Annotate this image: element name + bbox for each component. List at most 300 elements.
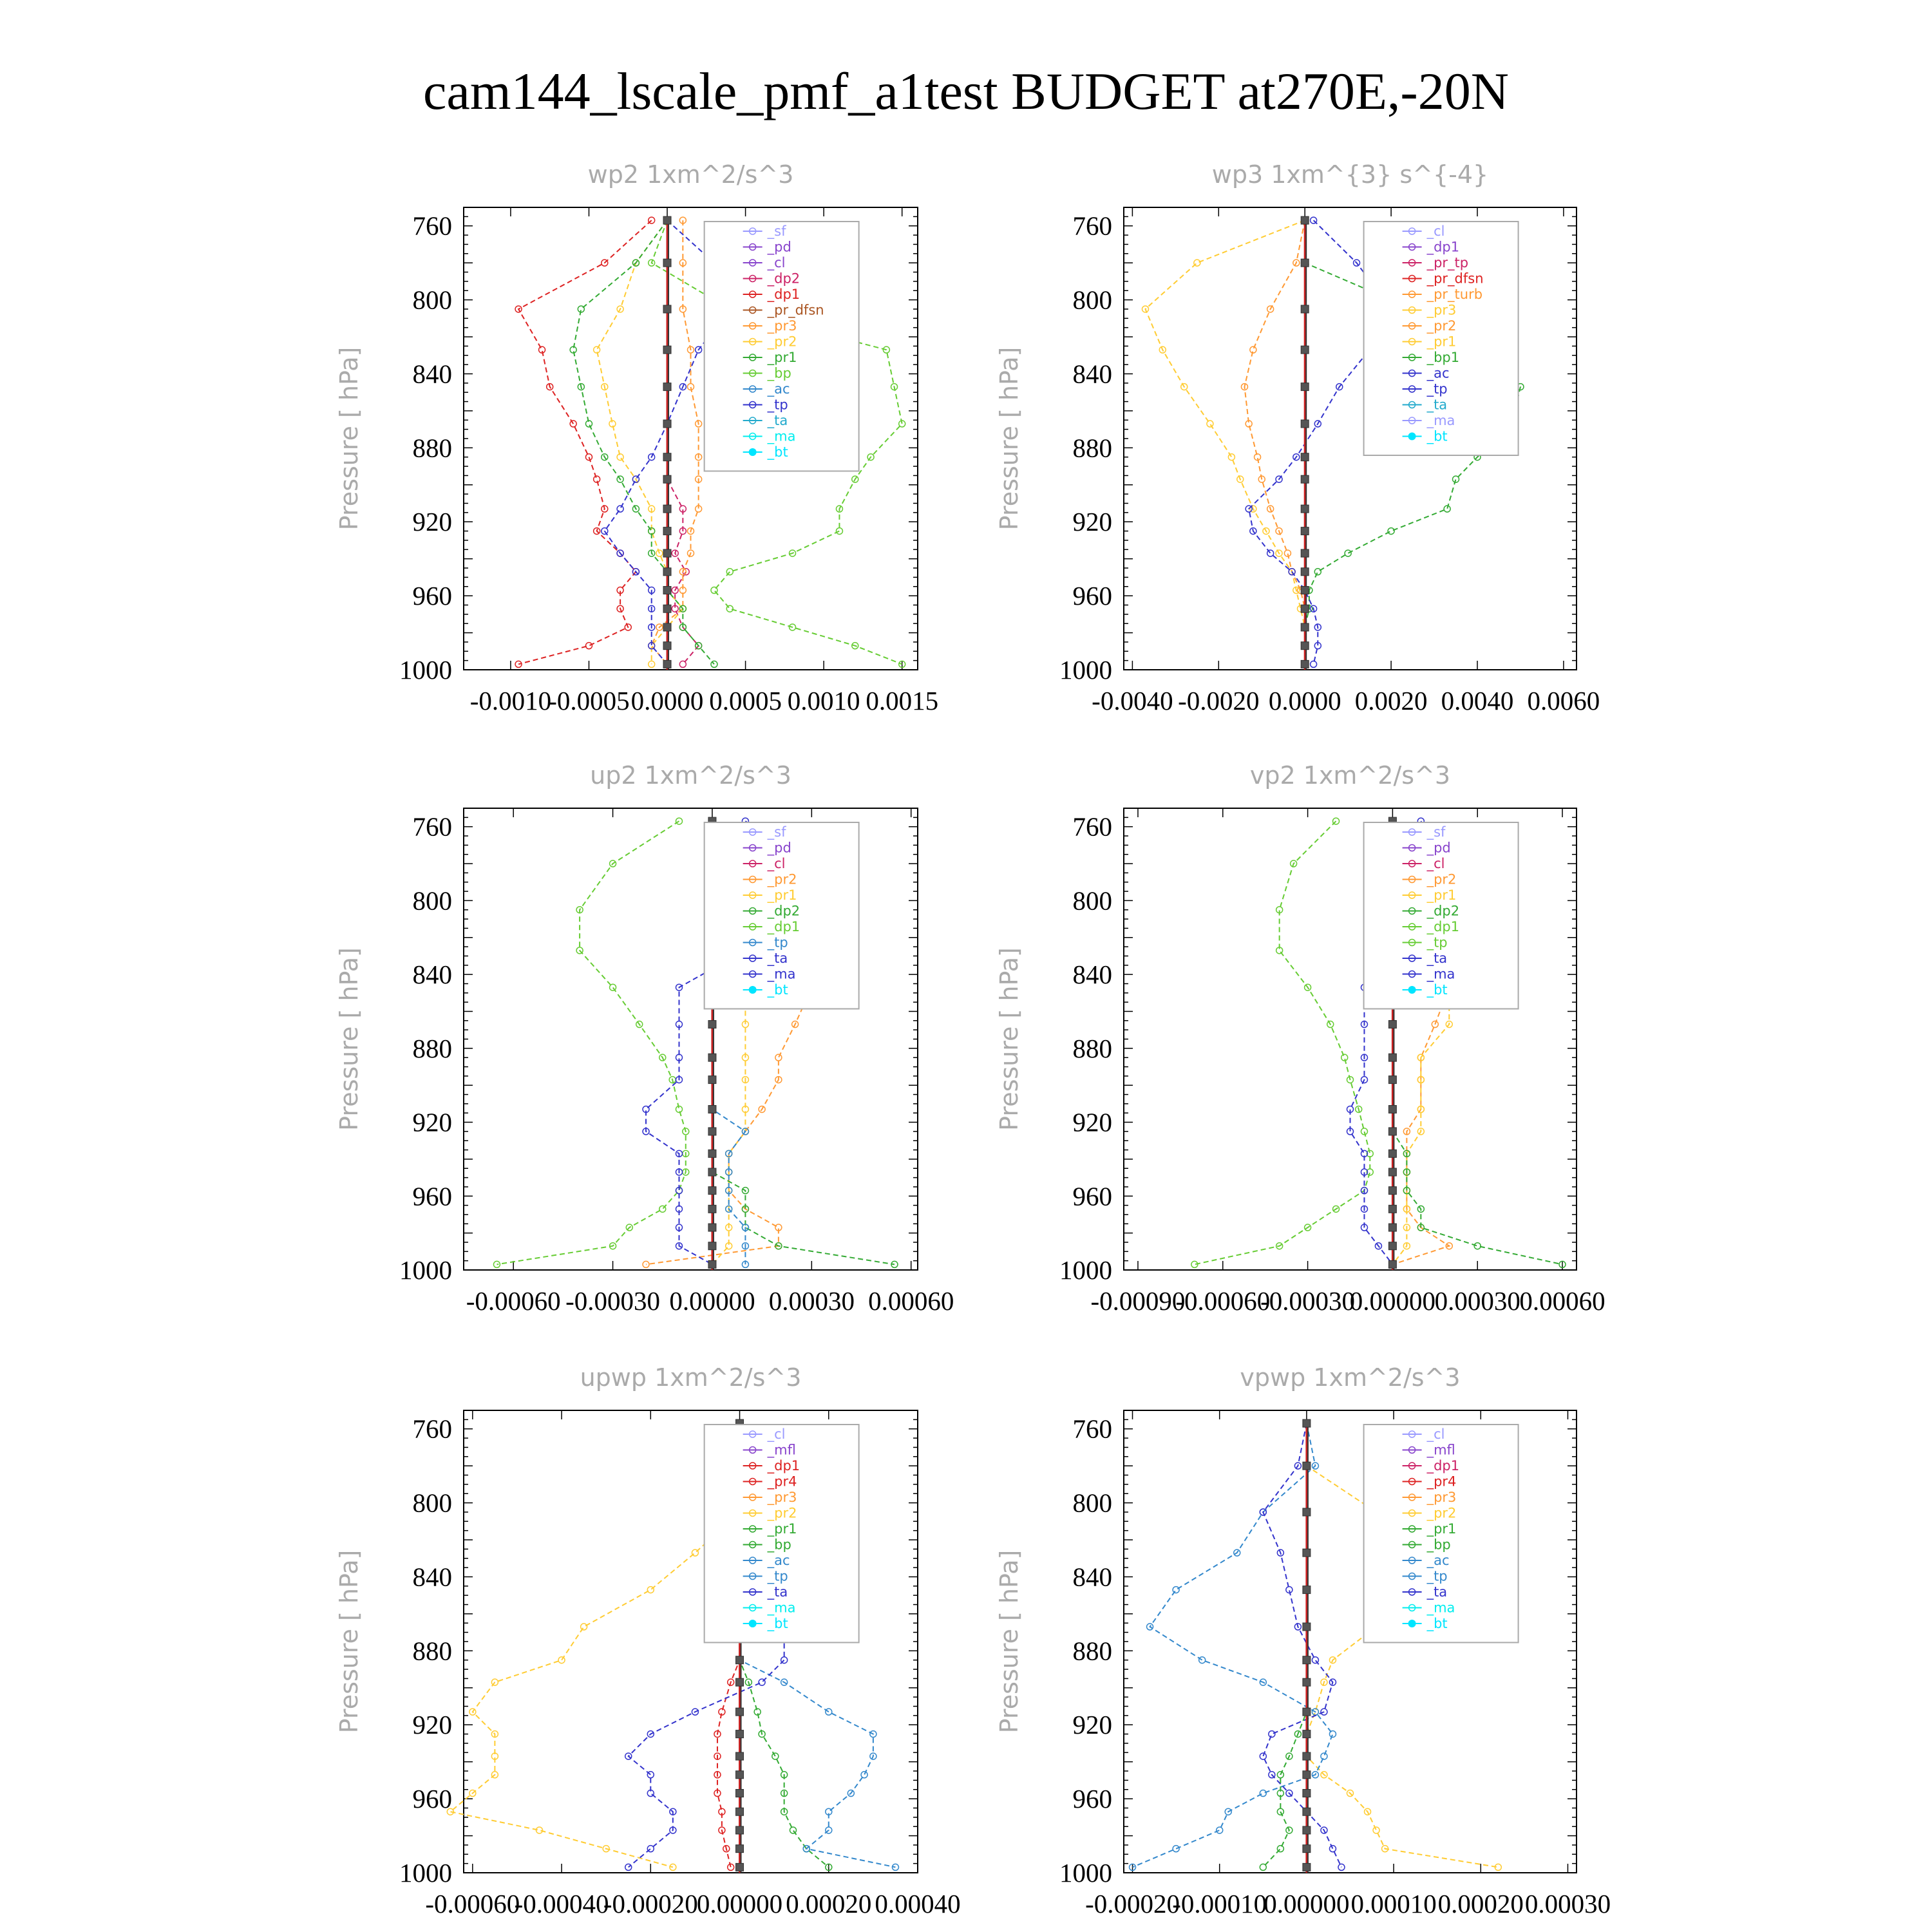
series-line-_dp1: [518, 220, 652, 664]
legend-label: _pr_dfsn: [1426, 270, 1484, 287]
stacked-marker: [663, 587, 671, 594]
y-tick-label: 960: [412, 581, 452, 611]
y-tick-label: 960: [412, 1784, 452, 1814]
legend-label: _ma: [767, 1600, 796, 1616]
legend-label: _ta: [1426, 397, 1448, 413]
legend-label: _tp: [1426, 934, 1448, 951]
legend-label: _sf: [767, 824, 786, 840]
legend-marker: [749, 448, 757, 456]
series-line-_dp1: [497, 821, 685, 1264]
data-point: [790, 1827, 796, 1833]
x-tick-label: 0.0015: [866, 686, 939, 715]
legend-label: _bt: [767, 1616, 788, 1631]
legend-label: _cl: [1426, 223, 1445, 239]
x-tick-label: -0.0010: [469, 686, 552, 715]
y-tick-label: 840: [412, 1562, 452, 1592]
legend-label: _dp1: [767, 287, 800, 302]
legend-label: _pr2: [1426, 1505, 1457, 1521]
data-point: [781, 1657, 788, 1663]
data-point: [692, 1549, 698, 1556]
data-point: [1329, 1731, 1336, 1738]
data-point: [1260, 1790, 1266, 1797]
panel-vp2: [995, 761, 1605, 1316]
y-tick-label: 960: [1072, 1784, 1112, 1814]
legend-label: _dp1: [1426, 239, 1460, 255]
x-tick-label: -0.00060: [425, 1889, 520, 1918]
stacked-marker: [708, 1224, 716, 1231]
legend-label: _mfl: [767, 1442, 796, 1458]
stacked-marker: [1303, 1845, 1311, 1853]
legend-label: _ta: [1426, 951, 1448, 966]
legend-label: _ac: [1426, 1553, 1450, 1568]
x-tick-label: -0.00020: [603, 1889, 698, 1918]
stacked-marker: [1301, 605, 1309, 612]
stacked-marker: [736, 1845, 744, 1853]
y-tick-label: 760: [1072, 811, 1112, 842]
data-point: [647, 1772, 654, 1778]
data-point: [610, 984, 616, 990]
legend-label: _bp: [767, 365, 791, 381]
data-point: [772, 1753, 779, 1759]
stacked-marker: [1303, 1826, 1311, 1834]
legend-label: _ta: [767, 951, 788, 966]
y-tick-label: 800: [412, 285, 452, 315]
stacked-marker: [1388, 1168, 1396, 1176]
data-point: [726, 569, 733, 575]
legend-label: _pr2: [1426, 871, 1457, 887]
stacked-marker: [1301, 568, 1309, 576]
series-line-_pr2: [1244, 220, 1305, 664]
series-line-_tp: [1133, 1423, 1333, 1867]
stacked-marker: [1388, 1224, 1396, 1231]
legend-label: _bt: [767, 444, 788, 460]
legend-label: _tp: [767, 397, 788, 413]
stacked-marker: [1301, 475, 1309, 483]
x-tick-label: -0.00090: [1090, 1286, 1186, 1316]
legend-label: _cl: [767, 1426, 786, 1442]
stacked-marker: [1388, 1105, 1396, 1113]
stacked-marker: [1303, 1623, 1311, 1631]
y-axis-label: Pressure [ hPa]: [335, 346, 363, 531]
legend-label: _pr2: [767, 334, 797, 350]
y-tick-label: 1000: [1059, 1255, 1112, 1285]
legend-label: _pr4: [767, 1473, 797, 1490]
legend-label: _pr1: [767, 350, 797, 365]
stacked-marker: [736, 1863, 744, 1871]
legend-label: _pr1: [1426, 1521, 1457, 1537]
stacked-marker: [1301, 549, 1309, 557]
data-point: [1388, 528, 1394, 535]
data-point: [711, 587, 717, 594]
x-tick-label: 0.00020: [1437, 1889, 1524, 1918]
stacked-marker: [1303, 1419, 1311, 1427]
stacked-marker: [708, 1260, 716, 1268]
legend-label: _pr3: [1426, 302, 1457, 318]
y-tick-label: 760: [1072, 211, 1112, 241]
data-point: [1260, 1864, 1266, 1870]
stacked-marker: [1388, 1187, 1396, 1195]
y-tick-label: 800: [412, 886, 452, 916]
y-tick-label: 800: [1072, 285, 1112, 315]
legend-label: _dp1: [767, 919, 800, 934]
data-point: [585, 454, 592, 460]
y-tick-label: 1000: [399, 1255, 452, 1285]
stacked-marker: [1301, 383, 1309, 391]
x-tick-label: -0.00020: [1085, 1889, 1180, 1918]
x-tick-label: 0.00000: [669, 1286, 755, 1316]
legend-label: _bt: [1426, 1616, 1448, 1631]
y-axis-label: Pressure [ hPa]: [335, 947, 363, 1131]
series-line-_dp1: [1195, 821, 1370, 1264]
stacked-marker: [663, 642, 671, 650]
stacked-marker: [1301, 420, 1309, 428]
data-point: [1373, 1827, 1379, 1833]
y-tick-label: 760: [412, 1414, 452, 1444]
stacked-marker: [1303, 1730, 1311, 1738]
y-tick-label: 880: [1072, 1636, 1112, 1666]
legend-label: _ta: [767, 413, 788, 428]
legend-label: _bt: [1426, 428, 1448, 444]
series-line-_ta: [1263, 1423, 1341, 1867]
data-point: [1228, 454, 1235, 460]
legend-label: _dp1: [1426, 919, 1460, 934]
legend-label: _ma: [767, 966, 796, 982]
stacked-marker: [708, 1187, 716, 1195]
y-tick-label: 1000: [399, 1858, 452, 1888]
legend-label: _pr1: [1426, 887, 1457, 903]
y-axis-label: Pressure [ hPa]: [995, 1549, 1023, 1734]
stacked-marker: [1388, 1242, 1396, 1250]
legend-label: _ta: [1426, 1584, 1448, 1600]
legend-marker: [1408, 1620, 1416, 1627]
stacked-marker: [708, 1105, 716, 1113]
data-point: [1207, 421, 1213, 427]
y-tick-label: 840: [1072, 1562, 1112, 1592]
legend-label: _pr_turb: [1426, 287, 1483, 302]
y-tick-label: 960: [1072, 581, 1112, 611]
y-tick-label: 1000: [1059, 655, 1112, 685]
data-point: [1194, 260, 1200, 266]
data-point: [1217, 1827, 1223, 1833]
legend-label: _dp1: [767, 1458, 800, 1473]
stacked-marker: [1301, 216, 1309, 224]
stacked-marker: [663, 216, 671, 224]
stacked-marker: [708, 1054, 716, 1061]
data-point: [1173, 1846, 1179, 1852]
y-axis-label: Pressure [ hPa]: [995, 346, 1023, 531]
legend-label: _pr3: [1426, 1490, 1457, 1505]
y-tick-label: 920: [1072, 1107, 1112, 1137]
stacked-marker: [1303, 1678, 1311, 1686]
legend-label: _bp1: [1426, 350, 1460, 365]
data-point: [1269, 1731, 1275, 1738]
data-point: [659, 1206, 666, 1212]
x-tick-label: -0.00060: [466, 1286, 561, 1316]
stacked-marker: [1388, 1150, 1396, 1157]
data-point: [1312, 1657, 1318, 1663]
data-point: [1277, 1846, 1283, 1852]
x-tick-label: -0.0020: [1178, 686, 1260, 715]
stacked-marker: [736, 1678, 744, 1686]
y-tick-label: 760: [412, 211, 452, 241]
legend-label: _dp2: [767, 270, 800, 287]
legend-label: _pr2: [767, 1505, 797, 1521]
y-tick-label: 920: [1072, 507, 1112, 537]
stacked-marker: [663, 549, 671, 557]
stacked-marker: [1303, 1863, 1311, 1871]
stacked-marker: [1301, 623, 1309, 631]
legend-label: _pr2: [767, 871, 797, 887]
stacked-marker: [708, 1021, 716, 1028]
panel-title: wp2 1xm^2/s^3: [587, 160, 794, 189]
x-tick-label: 0.0020: [1354, 686, 1428, 715]
x-tick-label: -0.00030: [1260, 1286, 1356, 1316]
y-tick-label: 800: [1072, 1488, 1112, 1518]
y-tick-label: 920: [412, 507, 452, 537]
stacked-marker: [663, 383, 671, 391]
data-point: [679, 661, 686, 667]
y-tick-label: 760: [412, 811, 452, 842]
legend-label: _ma: [1426, 1600, 1455, 1616]
legend-label: _tp: [1426, 1568, 1448, 1584]
y-tick-label: 880: [1072, 433, 1112, 463]
panel-vpwp: [995, 1363, 1611, 1918]
stacked-marker: [663, 605, 671, 612]
stacked-marker: [1301, 505, 1309, 513]
data-point: [558, 1657, 565, 1663]
stacked-marker: [1303, 1586, 1311, 1594]
legend-label: _bt: [1426, 982, 1448, 998]
x-tick-label: 0.00030: [1524, 1889, 1611, 1918]
data-point: [647, 1846, 654, 1852]
data-point: [1173, 1587, 1179, 1593]
stacked-marker: [736, 1730, 744, 1738]
stacked-marker: [1303, 1790, 1311, 1797]
legend-label: _pr3: [767, 1490, 797, 1505]
x-tick-label: 0.0010: [787, 686, 860, 715]
legend-label: _pd: [1426, 840, 1451, 856]
x-tick-label: -0.00060: [1175, 1286, 1271, 1316]
legend-label: _cl: [1426, 856, 1445, 871]
y-tick-label: 800: [1072, 886, 1112, 916]
stacked-marker: [708, 1128, 716, 1135]
stacked-marker: [1388, 1260, 1396, 1268]
stacked-marker: [736, 1708, 744, 1716]
x-tick-label: 0.00040: [875, 1889, 961, 1918]
legend-label: _dp1: [1426, 1458, 1460, 1473]
y-tick-label: 920: [412, 1710, 452, 1740]
legend-marker: [1408, 986, 1416, 994]
x-tick-label: 0.00000: [696, 1889, 783, 1918]
legend-label: _pr1: [1426, 334, 1457, 350]
y-axis-label: Pressure [ hPa]: [335, 1549, 363, 1734]
x-tick-label: 0.0005: [709, 686, 782, 715]
legend-label: _ac: [1426, 365, 1450, 381]
stacked-marker: [663, 568, 671, 576]
y-tick-label: 1000: [399, 655, 452, 685]
y-tick-label: 960: [412, 1181, 452, 1211]
stacked-marker: [663, 346, 671, 354]
stacked-marker: [1301, 660, 1309, 668]
y-tick-label: 880: [412, 433, 452, 463]
legend-label: _cl: [1426, 1426, 1445, 1442]
panel-title: upwp 1xm^2/s^3: [580, 1363, 802, 1392]
stacked-marker: [1301, 587, 1309, 594]
stacked-marker: [663, 475, 671, 483]
y-tick-label: 800: [412, 1488, 452, 1518]
stacked-marker: [1303, 1808, 1311, 1815]
stacked-marker: [1303, 1752, 1311, 1760]
stacked-marker: [663, 623, 671, 631]
series-line-_pr1: [1145, 220, 1305, 664]
legend-label: _pr2: [1426, 318, 1457, 334]
legend-label: _bt: [767, 982, 788, 998]
data-point: [1267, 550, 1274, 556]
legend-label: _pd: [767, 840, 791, 856]
legend-label: _bp: [767, 1537, 791, 1553]
stacked-marker: [708, 1205, 716, 1213]
legend-label: _pr3: [767, 318, 797, 334]
data-point: [1260, 1753, 1266, 1759]
y-tick-label: 920: [412, 1107, 452, 1137]
x-tick-label: 0.00030: [1434, 1286, 1520, 1316]
series-line-_pr2: [597, 220, 683, 664]
data-point: [1345, 550, 1351, 556]
legend-label: _pd: [767, 239, 791, 255]
stacked-marker: [663, 420, 671, 428]
panel-wp3: [995, 160, 1600, 715]
y-tick-label: 880: [412, 1636, 452, 1666]
data-point: [1329, 1846, 1336, 1852]
legend-label: _ac: [767, 1553, 790, 1568]
data-point: [861, 1772, 867, 1778]
stacked-marker: [708, 1242, 716, 1250]
panel-title: wp3 1xm^{3} s^{-4}: [1211, 160, 1489, 189]
x-tick-label: 0.00010: [1350, 1889, 1437, 1918]
stacked-marker: [1388, 1021, 1396, 1028]
stacked-marker: [663, 259, 671, 267]
series-line-_pr2: [450, 1423, 739, 1867]
y-tick-label: 960: [1072, 1181, 1112, 1211]
legend-label: _dp2: [1426, 903, 1460, 919]
stacked-marker: [1301, 346, 1309, 354]
panel-upwp: [335, 1363, 961, 1918]
stacked-marker: [663, 453, 671, 461]
stacked-marker: [663, 305, 671, 313]
legend-label: _dp2: [767, 903, 800, 919]
stacked-marker: [736, 1808, 744, 1815]
legend-label: _tp: [767, 934, 788, 951]
y-tick-label: 840: [1072, 960, 1112, 990]
stacked-marker: [663, 505, 671, 513]
x-tick-label: 0.00060: [868, 1286, 954, 1316]
x-tick-label: 0.0000: [630, 686, 704, 715]
stacked-marker: [1388, 1054, 1396, 1061]
x-tick-label: 0.00000: [1349, 1286, 1436, 1316]
legend-label: _ma: [767, 428, 796, 444]
data-point: [617, 506, 623, 512]
panel-wp2: [335, 160, 938, 715]
legend-label: _pr1: [767, 1521, 797, 1537]
panel-title: vp2 1xm^2/s^3: [1249, 761, 1451, 790]
data-point: [759, 1679, 765, 1685]
x-tick-label: -0.00010: [1172, 1889, 1267, 1918]
stacked-marker: [736, 1752, 744, 1760]
stacked-marker: [708, 1168, 716, 1176]
legend-label: _cl: [767, 856, 786, 871]
legend-marker: [749, 986, 757, 994]
stacked-marker: [1303, 1549, 1311, 1557]
stacked-marker: [1388, 1205, 1396, 1213]
legend-marker: [1408, 433, 1416, 440]
x-tick-label: -0.0040: [1092, 686, 1173, 715]
legend-label: _pr_dfsn: [767, 302, 824, 318]
panel-up2: [335, 761, 954, 1316]
figure-title: cam144_lscale_pmf_a1test BUDGET at270E,-20N: [423, 62, 1509, 120]
y-tick-label: 1000: [1059, 1858, 1112, 1888]
legend-label: _pr_tp: [1426, 255, 1469, 270]
data-point: [1321, 1753, 1327, 1759]
data-point: [775, 1054, 782, 1061]
legend-label: _ma: [1426, 413, 1455, 428]
stacked-marker: [663, 527, 671, 535]
stacked-marker: [1301, 527, 1309, 535]
x-tick-label: 0.0060: [1527, 686, 1600, 715]
x-tick-label: 0.0000: [1268, 686, 1341, 715]
legend-label: _ma: [1426, 966, 1455, 982]
x-tick-label: 0.00000: [1264, 1889, 1350, 1918]
x-tick-label: -0.0005: [548, 686, 630, 715]
stacked-marker: [1303, 1708, 1311, 1716]
legend-label: _cl: [767, 255, 786, 270]
x-tick-label: 0.00060: [1519, 1286, 1605, 1316]
stacked-marker: [663, 660, 671, 668]
stacked-marker: [1301, 453, 1309, 461]
legend-label: _sf: [767, 223, 786, 239]
x-tick-label: 0.0040: [1441, 686, 1514, 715]
stacked-marker: [736, 1790, 744, 1797]
y-tick-label: 880: [1072, 1033, 1112, 1063]
data-point: [1474, 1243, 1481, 1249]
stacked-marker: [736, 1826, 744, 1834]
y-tick-label: 840: [412, 359, 452, 389]
legend-label: _pr1: [767, 887, 797, 903]
legend-label: _ta: [767, 1584, 788, 1600]
series-line-_bp: [1263, 1423, 1307, 1867]
legend-label: _sf: [1426, 824, 1446, 840]
stacked-marker: [1388, 1076, 1396, 1084]
legend-label: _mfl: [1426, 1442, 1455, 1458]
x-tick-label: 0.00030: [768, 1286, 855, 1316]
legend-label: _ac: [767, 381, 790, 397]
stacked-marker: [736, 1771, 744, 1779]
data-point: [1314, 569, 1321, 575]
panel-title: up2 1xm^2/s^3: [590, 761, 791, 790]
stacked-marker: [708, 1076, 716, 1084]
stacked-marker: [1303, 1462, 1311, 1470]
y-tick-label: 840: [1072, 359, 1112, 389]
data-point: [581, 1624, 587, 1630]
x-tick-label: -0.00040: [514, 1889, 609, 1918]
y-tick-label: 920: [1072, 1710, 1112, 1740]
x-tick-label: -0.00030: [565, 1286, 661, 1316]
stacked-marker: [1303, 1508, 1311, 1516]
stacked-marker: [1301, 259, 1309, 267]
data-point: [1199, 1657, 1206, 1663]
y-axis-label: Pressure [ hPa]: [995, 947, 1023, 1131]
stacked-marker: [1388, 1128, 1396, 1135]
y-tick-label: 760: [1072, 1414, 1112, 1444]
